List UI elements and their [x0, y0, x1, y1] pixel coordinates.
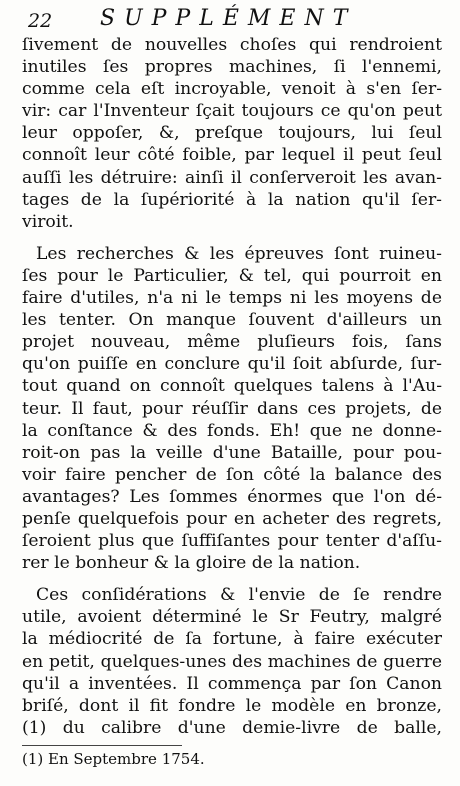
page-number: 22 — [28, 10, 53, 32]
page-body — [22, 34, 442, 739]
paragraph-1 — [22, 34, 442, 233]
text-line: les tenter. On manque ſouvent d'ailleurs un — [22, 310, 442, 331]
paragraph-gap — [22, 233, 442, 243]
text-line: leur oppoſer, &, preſque toujours, lui ſeul — [22, 123, 442, 144]
footnote: (1) En Septembre 1754. — [22, 750, 205, 768]
page-header — [0, 0, 460, 36]
text-line: viroit. — [22, 211, 74, 232]
text-line: teur. Il faut, pour réuſſir dans ces projets, de — [22, 398, 442, 419]
text-line: roit-on pas la veille d'une Bataille, pour pou- — [22, 442, 442, 463]
paragraph-2 — [22, 243, 442, 574]
text-line: Ces conſidérations & l'envie de ſe rendre — [36, 585, 442, 606]
text-line: utile, avoient déterminé le Sr Feutry, malgré — [22, 607, 442, 628]
text-line: rer le bonheur & la gloire de la nation. — [22, 553, 361, 574]
text-line: en petit, quelques-unes des machines de guerre — [22, 651, 442, 672]
text-line: qu'on puiſſe en conclure qu'il ſoit abſurde, ſur- — [22, 354, 442, 375]
text-line: connoît leur côté foible, par lequel il peut ſeul — [22, 145, 442, 166]
text-line: tout quand on connoît quelques talens à l'Au- — [22, 376, 442, 397]
text-line: faire d'utiles, n'a ni le temps ni les moyens de — [22, 288, 442, 309]
text-line: qu'il a inventées. Il commença par ſon Canon — [22, 673, 442, 694]
text-line: briſé, dont il fit fondre le modèle en bronze, — [22, 695, 442, 716]
text-line: Les recherches & les épreuves ſont ruineu- — [36, 243, 442, 264]
paragraph-3 — [22, 584, 442, 739]
text-line: comme cela eſt incroyable, venoit à s'en ſer- — [22, 79, 442, 100]
text-line: ſes pour le Particulier, & tel, qui pourroit en — [22, 265, 442, 286]
text-line: ſivement de nouvelles choſes qui rendroient — [22, 35, 442, 55]
footnote-rule — [22, 745, 182, 746]
text-line: penſe quelquefois pour en acheter des regrets, — [22, 508, 442, 529]
text-line: inutiles ſes propres machines, ſi l'ennemi, — [22, 57, 442, 78]
text-line: la médiocrité de ſa fortune, à faire exécuter — [22, 629, 442, 650]
text-line: projet nouveau, même pluſieurs fois, ſans — [22, 332, 442, 353]
paragraph-gap — [22, 574, 442, 584]
text-line: ſeroient plus que ſuffiſantes pour tenter d'aſſu- — [22, 531, 442, 552]
text-line: tages de la ſupériorité à la nation qu'il ſer- — [22, 189, 442, 210]
running-title: SUPPLÉMENT — [100, 6, 357, 31]
text-line: (1) du calibre d'une demie-livre de balle, — [22, 717, 442, 738]
text-line: auſſi les détruire: ainſi il conſerveroit les avan- — [22, 167, 442, 188]
text-line: la conſtance & des fonds. Eh! que ne donne- — [22, 420, 442, 441]
text-line: vir: car l'Inventeur ſçait toujours ce qu'on peut — [22, 101, 442, 122]
text-line: avantages? Les ſommes énormes que l'on dé- — [22, 486, 442, 507]
text-line: voir faire pencher de ſon côté la balance des — [22, 464, 442, 485]
